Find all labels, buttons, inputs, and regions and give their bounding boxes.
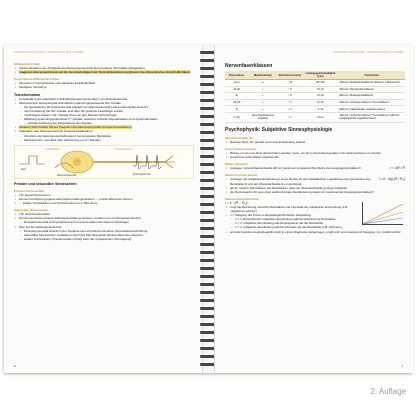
table-cell: Aδ (III)	[225, 99, 248, 106]
transduction-diagram	[15, 146, 195, 178]
table-cell: +	[248, 86, 277, 93]
table-cell: B	[225, 106, 248, 113]
list-item: • → lokaler Transduktion und Transformation (u.s. Bild oben)	[14, 201, 194, 205]
table-cell: 12–30	[302, 99, 338, 106]
label-aktionspotenzial: Aktionspotenzial	[133, 172, 151, 176]
heading-secondary-cells: Sekundäre Sinneszellen	[14, 208, 49, 213]
table-header-row	[225, 71, 405, 80]
heading-pd-fuehler: Proportional-Differenzial-Fühler	[14, 77, 60, 82]
heading-absolutschwelle: Absolutschwelle R₀	[225, 135, 254, 140]
edition-label: 2. Auflage	[370, 387, 406, 396]
table-cell: Afferenz: nozizeptive Afferenz, Thermoafferenz	[338, 99, 405, 106]
table-header: Myelinisierung	[248, 71, 277, 80]
list-item: – n > 1: subjektive Empfindung wächst schneller als die Reizstärke (z.B. Schmerz)	[225, 225, 405, 229]
list-item: • Aussage: Unterschiedsschwelle ∆R ist (meist) ein konstanter Bruchteil c der Ausgangsreizstärke R	[225, 166, 405, 170]
list-item: • bezeichnet auch Weber-Quotient ∆R	[225, 155, 405, 159]
cell-nucleus	[73, 158, 81, 166]
list-item: • gilt für mittlere Reizstärken, bei Reizstärken nahe der Absolutschwelle geringe Gültigkeit	[225, 186, 405, 190]
table-header: Durchmesser [µm]	[277, 71, 302, 80]
heading-stevens: Stevens-Potenzfunktion	[225, 196, 260, 201]
list-item: • häufigster Sensortyp	[14, 85, 194, 89]
list-item: • können bei Reizung eigene Aktionspotenziale generieren → primär afferentes Neuron	[14, 197, 194, 201]
table-row	[225, 80, 405, 87]
table-cell: 3–15	[302, 106, 338, 113]
table-cell: +	[248, 106, 277, 113]
table-cell: ++	[248, 80, 277, 87]
transduction-figure	[14, 145, 194, 179]
left-page-content	[14, 59, 194, 241]
list-item: • rasche Abnahme der Amplitude des Rezeptorpotenzials bei konstanter Reizstärke (Adaptation)	[14, 66, 194, 70]
right-running-head: SINNESPHYSIOLOGIE / SENSORISCHE SYSTEME	[333, 51, 403, 54]
table-cell: ≈ 3	[277, 106, 302, 113]
list-item: • n = Steigung der Kurve in doppeltlogarithmischer Darstellung	[225, 213, 405, 217]
list-item: • der Reizzuwachs für eine eben wahrnehmbare Reizänderung steigt mit zunehmender Ausgangsreizstärke R	[225, 190, 405, 194]
nerve-fiber-table	[225, 71, 405, 123]
list-item: • Betrag, um den ein Reiz überschritten werden muss, um den Unterschied gerade noch wahrzunehmen zu werden	[225, 151, 405, 155]
list-item: • Umwandlung der elektrischen Aktivität (Rezeptorpotenzial) in ein Aktionspotenzial	[14, 97, 194, 101]
table-cell: +	[248, 93, 277, 100]
notebook-spread	[4, 45, 412, 373]
table-cell: 15–30	[302, 93, 338, 100]
heading-transformation: Transformation	[14, 92, 41, 97]
list-item: • wird die Funktion doppeltlogarithmisch in einem Diagramm aufgetragen, ergibt sich eine Gerade mit Steigung n (s. Grafik rechts)	[225, 230, 405, 234]
left-page	[4, 45, 203, 373]
heading-weber-quotient: Weber-Quotient	[225, 162, 248, 167]
label-rezeptorpotenzial: Rezeptorpotenzial	[57, 173, 77, 177]
list-item: – Rezeptorpotenzial bewirkt in der Synapse eine erhöhte/verminderte Transmitterausschüttung	[14, 229, 194, 233]
axon-terminals	[165, 156, 175, 168]
fechner-formula: I = k · log (R / R₀)	[378, 177, 405, 182]
heading-differenzial-fuehler: Differenzial-Fühler	[14, 62, 41, 66]
list-item: – myelinisierte Fasern: Na⁺-Kanäle sitzen an den Ranvier-Schnürringen	[14, 113, 194, 117]
stimulus-trace	[19, 156, 45, 164]
list-item: – Abnahme der Aktionspotenzialfrequenz bei konstanter Reizstärke	[14, 134, 194, 138]
table-cell: +	[248, 99, 277, 106]
table-cell: ≈ 5	[277, 93, 302, 100]
list-item: • zeigt die Beziehung zwischen Reizstärke und Intensität der subjektiven Empfindung (z.B. „doppelt so schwer")	[225, 205, 405, 213]
list-item: • Mechanismus: Rezeptorpotenzial aktiviert spannungsgesteuerte Na⁺-Kanäle	[14, 101, 194, 105]
weber-formula: c = ∆R / R	[389, 166, 405, 171]
heading-nervenfaserklassen: Nervenfaserklassen	[225, 63, 273, 69]
table-cell: C (IV)	[225, 112, 248, 122]
list-item: • Aussage: die subjektive Empfindung I eines Reizes ist dem dekadischen Logarithmus des Quotienten aus Reizstärke R und der Absolutschwelle R₀ proportional	[225, 177, 405, 185]
list-item: • kleinster Reiz, der gerade noch eine Empfindung auslöst	[225, 140, 405, 144]
list-item	[14, 70, 194, 74]
table-cell: Efferenz: präganglionäre vegetative Fasern	[338, 106, 405, 113]
label-transduktion: Transduktion	[45, 147, 60, 151]
list-item: • Sinn bei der Aktionspotenzial ist:	[14, 225, 194, 229]
list-item: – bei quantsiertem Rezeptorpotenzial entsteht ein Aktionspotenzial („Alles-oder-Nichts-Gesetz")	[14, 105, 194, 109]
list-item: – Mittellung spannungsgesteuerter K⁺-Kanäle: bewirken schnelle Repolarisation und Hyperpolarisation	[14, 117, 194, 121]
table-row	[225, 106, 405, 113]
stevens-formula: I = k · (R − R₀)ⁿ	[225, 200, 249, 205]
highlighted-text: reagieren überproportional auf die Geschwindigkeit der Reizstärkeänderung (phasisches/dynamisches Empfindlichkeit)	[19, 70, 190, 75]
table-cell: ≈ 8	[277, 86, 302, 93]
table-cell: ≈ 15	[277, 80, 302, 87]
table-row	[225, 99, 405, 106]
table-row	[225, 86, 405, 93]
table-cell: Afferenz: Muskelspindelafferenz; Efferenz: α-Motoneuron	[338, 80, 405, 87]
table-row	[225, 112, 405, 122]
list-item: – sekundäre Sinneszellen modulieren somit das Membranpotenzial des afferenten Neurons	[14, 233, 194, 237]
list-item: – Mechanismus: vermittelt über Aktivierung von K⁺-Kanälen	[14, 138, 194, 142]
table-row	[225, 93, 405, 100]
list-item: – → erhöhte Auflösung bei Weiterleitung des Signals	[14, 121, 194, 125]
heading-unterschiedsschwelle: Unterschiedsschwelle	[225, 146, 257, 151]
table-cell: 30–70	[302, 86, 338, 93]
table-cell: Aβ (II)	[225, 86, 248, 93]
list-item: • Sensoren mit dynamischer und statischer Empfindlichkeit	[14, 81, 194, 85]
right-page-content	[225, 59, 405, 234]
list-item: – lokaler Transduktion (Transformation erfolgt nach der synaptischen Übertragung)	[14, 237, 194, 241]
table-cell: 80–120	[302, 80, 338, 87]
table-cell: Afferenz: nozizeptive Afferenz, Thermoafferenz; Efferenz: postganglionäre vegetative Fasern	[338, 112, 405, 122]
right-page	[214, 45, 413, 373]
heading-weber-fechner: Weber-Fechner-Gesetz	[225, 173, 258, 178]
table-cell: Efferenz: Muskelspindelafferenz	[338, 93, 405, 100]
right-page-number: 7	[401, 364, 403, 368]
list-item: • Adaptation des Aktionspotenzials (Frequenzadaptation)	[14, 129, 194, 133]
table-header: Leitungsgeschwindigkeit [m/s]	[302, 71, 338, 80]
heading-psychophysik: Psychophysik: Subjektive Sinnesphysiologie	[225, 126, 333, 133]
heading-primary-secondary: Primäre und sekundäre Sinneszellen	[14, 181, 77, 186]
heading-primary-cells: Primäre Sinneszellen	[14, 188, 45, 193]
table-cell: Afferenz: Haut-Mechanoafferenz	[338, 86, 405, 93]
list-item: – n = 1 (Proportional): subjektive Empfindung wächst identisch zur Reizstärke	[225, 217, 405, 221]
table-cell: ≈ 1	[277, 112, 302, 122]
label-transformation: Transformation	[115, 147, 133, 151]
table-cell: Aγ	[225, 93, 248, 100]
table-cell: keine Myelinisierung (marklos)	[248, 112, 277, 122]
table-cell: < 3	[277, 99, 302, 106]
table-cell: Aα (I)	[225, 80, 248, 87]
table-cell: 0,5–2	[302, 112, 338, 122]
list-item: – n < 1: subjektive Empfindung wächst langsamer als die Reizstärke	[225, 221, 405, 225]
list-item: • z.B. Geruchsrezeptoren	[14, 193, 194, 197]
table-header: Vorkommen	[338, 71, 405, 80]
table-header: Faser-klasse	[225, 71, 248, 80]
list-item: – Rezeptorpotenzial wird synaptisch auf ein primär afferentes Neuron übertragen	[14, 220, 194, 224]
left-page-number: 6	[14, 364, 16, 368]
list-item: • können bei Reizung keine Aktionspotenziale generieren, sondern nur ein Rezeptorpotenzial	[14, 216, 194, 220]
highlighted-text: stärkerer Reiz bewirkt höhere Frequenz des Aktionspotenzials (Frequenzmodulation)	[19, 125, 132, 130]
label-reiz: Reiz	[21, 167, 26, 171]
list-item: – nach Auslösung hat Na⁺-Kanäle sind über die gesamte Faserlänge verteilt	[14, 109, 194, 113]
list-item: • z.B. Geschmackszellen	[14, 212, 194, 216]
left-running-head: SINNESPHYSIOLOGIE / SENSORISCHE SYSTEME	[14, 51, 84, 54]
